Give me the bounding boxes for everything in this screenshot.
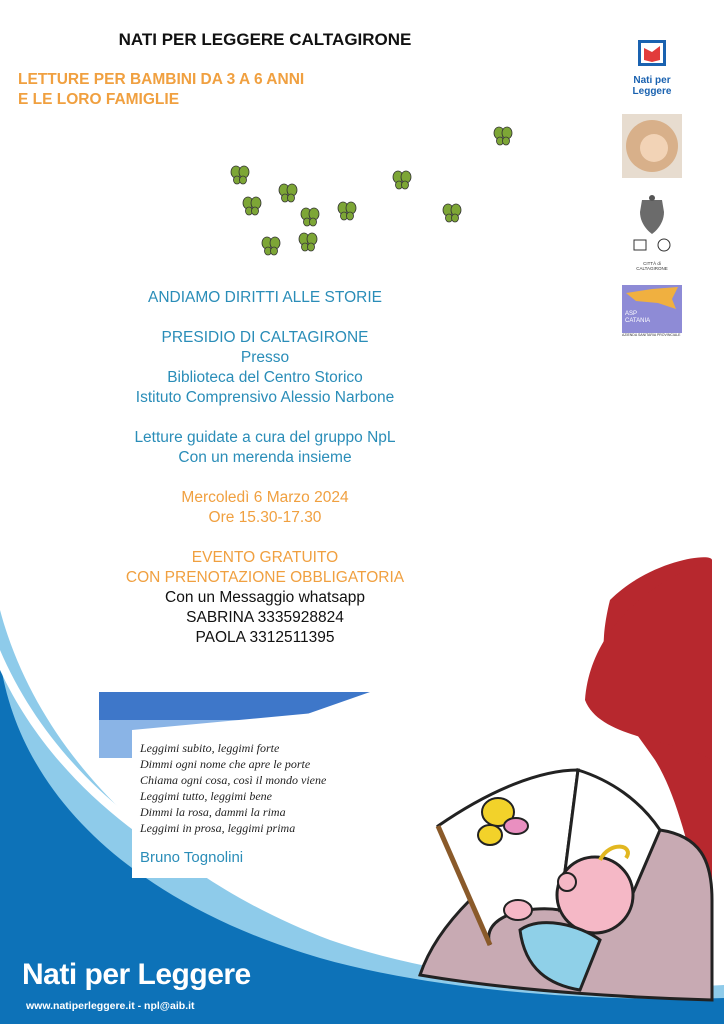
poem-line: Leggimi in prosa, leggimi prima [140,821,296,835]
asp-line3: AZIENDA SANITARIA PROVINCIALE [622,333,681,337]
coat-of-arms-icon [628,194,676,256]
asp-catania-logo [622,285,681,337]
asp-line2: CATANIA [625,318,651,324]
page-title: NATI PER LEGGERE CALTAGIRONE [118,30,412,49]
event-info [0,288,530,648]
poem-author: Bruno Tognolini [140,849,244,866]
event-free: EVENTO GRATUITO [191,549,339,566]
npl-logo-line1: Nati per [633,75,671,86]
city-label: CITTÀ di CALTAGIRONE [636,261,668,271]
slogan: ANDIAMO DIRITTI ALLE STORIE [148,289,382,306]
sicily-map-icon [622,285,682,311]
presso: Presso [240,349,290,366]
poem-line: Chiama ogni cosa, così il mondo viene [140,773,327,787]
poem [140,740,326,836]
footer-contact: www.natiperleggere.it - npl@aib.it [26,1000,195,1012]
event-time: Ore 15.30-17.30 [208,509,322,526]
location2: Istituto Comprensivo Alessio Narbone [135,389,395,406]
activity1: Letture guidate a cura del gruppo NpL [134,429,396,446]
poem-line: Leggimi tutto, leggimi bene [140,789,272,803]
subtitle-line2: E LE LORO FAMIGLIE [18,91,180,108]
poem-line: Dimmi la rosa, dammi la rima [140,805,286,819]
subtitle [18,70,304,110]
footer-brand: Nati per Leggere [22,958,251,991]
poem-line: Dimmi ogni nome che apre le porte [140,757,311,771]
event-booking: CON PRENOTAZIONE OBBLIGATORIA [125,569,405,586]
npl-logo-line2: Leggere [632,86,672,97]
npl-logo-icon [628,40,676,70]
contact-paola: PAOLA 3312511395 [195,629,335,646]
location1: Biblioteca del Centro Storico [167,369,363,386]
presidio: PRESIDIO DI CALTAGIRONE [161,329,369,346]
activity2: Con un merenda insieme [178,449,352,466]
poem-line: Leggimi subito, leggimi forte [140,741,280,755]
subtitle-line1: LETTURE PER BAMBINI DA 3 A 6 ANNI [18,71,305,88]
contact-intro: Con un Messaggio whatsapp [165,589,365,606]
asp-logo-text [625,311,650,325]
asp-logo-box [622,285,682,333]
event-date: Mercoledì 6 Marzo 2024 [181,489,349,506]
city-coat-of-arms [628,194,676,271]
baby-face-icon [622,114,682,178]
contact-sabrina: SABRINA 3335928824 [186,609,344,626]
asp-line1: ASP [625,311,638,317]
baby-logo [628,114,676,183]
npl-logo [628,40,676,97]
